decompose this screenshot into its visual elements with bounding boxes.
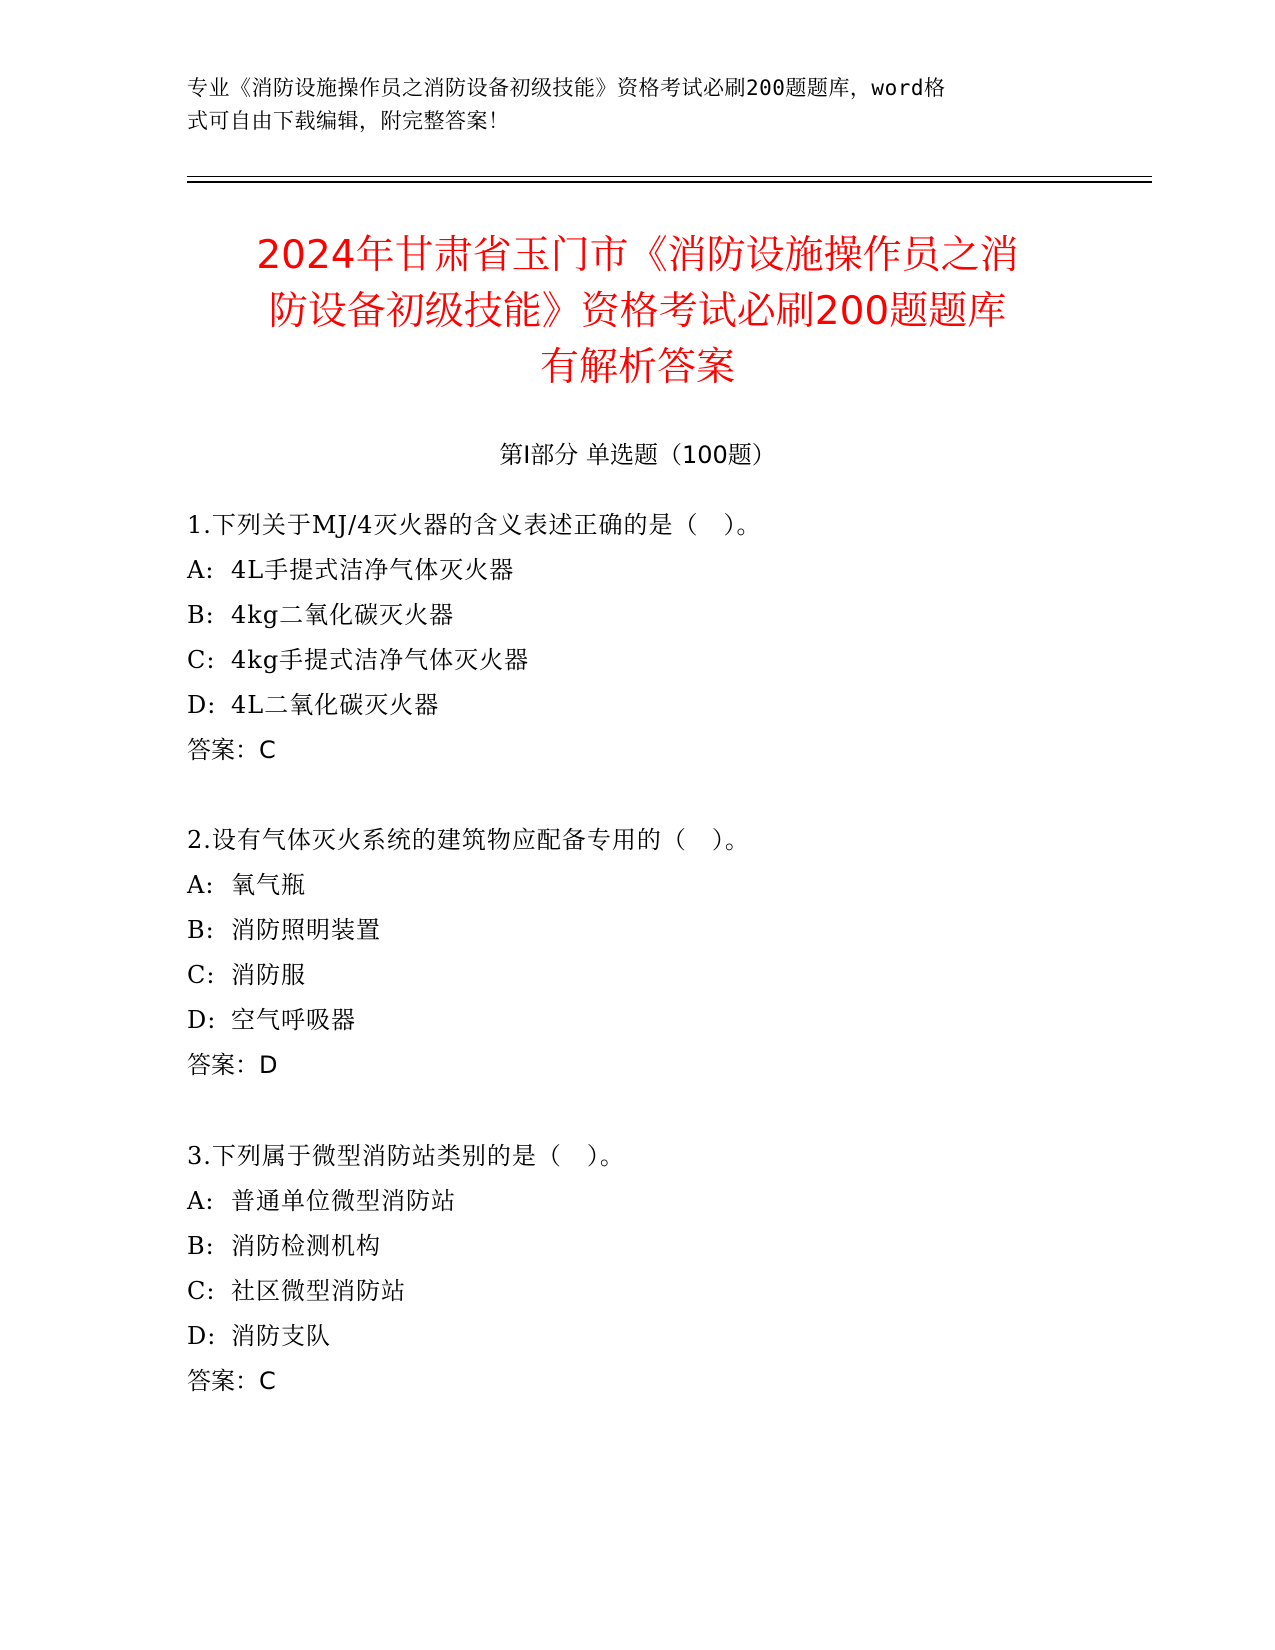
option-b <box>187 908 1087 953</box>
option-d <box>187 998 1087 1043</box>
option-text: 消防服 <box>231 961 306 989</box>
option-a <box>187 548 1087 593</box>
option-text: 社区微型消防站 <box>231 1277 406 1305</box>
option-letter: C: <box>187 1277 216 1305</box>
option-c <box>187 1269 1087 1314</box>
option-text: 氧气瓶 <box>231 871 306 899</box>
option-letter: A: <box>187 556 215 584</box>
option-b <box>187 593 1087 638</box>
document-title <box>150 228 1125 396</box>
section-heading: 第Ⅰ部分 单选题（100题） <box>499 441 776 469</box>
option-c <box>187 638 1087 683</box>
option-text: 消防照明装置 <box>231 916 381 944</box>
option-text: 空气呼吸器 <box>231 1006 356 1034</box>
page-header <box>187 72 1067 138</box>
option-text: 消防支队 <box>231 1322 331 1350</box>
option-c <box>187 953 1087 998</box>
header-line-2: 式可自由下载编辑，附完整答案！ <box>187 109 510 133</box>
option-text: 4L手提式洁净气体灭火器 <box>231 556 515 584</box>
option-letter: A: <box>187 1187 215 1215</box>
option-d <box>187 683 1087 728</box>
question-stem: 3.下列属于微型消防站类别的是（ ）。 <box>187 1142 625 1170</box>
header-line-1: 专业《消防设施操作员之消防设备初级技能》资格考试必刷200题题库，word格 <box>187 76 946 100</box>
option-text: 普通单位微型消防站 <box>231 1187 456 1215</box>
option-text: 消防检测机构 <box>231 1232 381 1260</box>
question-1 <box>187 503 1087 773</box>
option-letter: B: <box>187 916 215 944</box>
option-letter: D: <box>187 1006 217 1034</box>
option-letter: C: <box>187 961 216 989</box>
question-stem: 2.设有气体灭火系统的建筑物应配备专用的（ ）。 <box>187 826 750 854</box>
option-a <box>187 863 1087 908</box>
header-divider-thick <box>187 181 1152 183</box>
title-line-3: 有解析答案 <box>539 345 735 390</box>
option-d <box>187 1314 1087 1359</box>
answer-line: 答案：C <box>187 736 276 764</box>
option-b <box>187 1224 1087 1269</box>
option-letter: D: <box>187 691 217 719</box>
answer-line: 答案：D <box>187 1051 278 1079</box>
title-line-1: 2024年甘肃省玉门市《消防设施操作员之消 <box>256 233 1019 278</box>
option-letter: A: <box>187 871 215 899</box>
question-3 <box>187 1134 1087 1404</box>
option-text: 4kg二氧化碳灭火器 <box>231 601 455 629</box>
option-text: 4kg手提式洁净气体灭火器 <box>231 646 530 674</box>
answer-line: 答案：C <box>187 1367 276 1395</box>
option-letter: D: <box>187 1322 217 1350</box>
option-letter: B: <box>187 1232 215 1260</box>
question-stem: 1.下列关于MJ/4灭火器的含义表述正确的是（ ）。 <box>187 511 762 539</box>
option-letter: C: <box>187 646 216 674</box>
option-a <box>187 1179 1087 1224</box>
option-text: 4L二氧化碳灭火器 <box>231 691 440 719</box>
header-divider-thin <box>187 176 1152 177</box>
title-line-2: 防设备初级技能》资格考试必刷200题题库 <box>268 289 1007 334</box>
option-letter: B: <box>187 601 215 629</box>
question-2 <box>187 818 1087 1088</box>
